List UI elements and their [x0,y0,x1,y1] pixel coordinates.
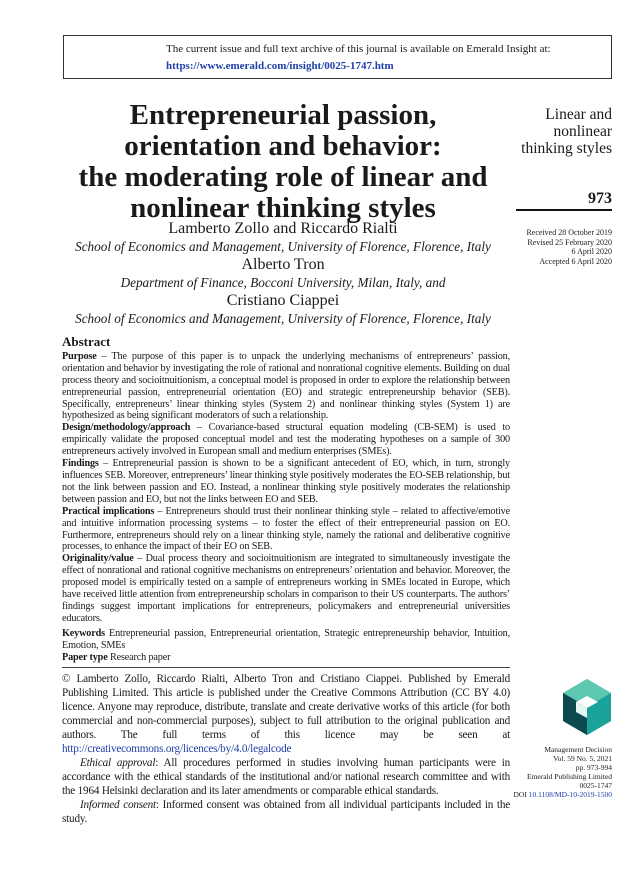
date-line: 6 April 2020 [571,247,612,257]
doi-line [508,790,612,799]
abstract-heading: Abstract [62,334,111,349]
date-line: Accepted 6 April 2020 [539,256,612,266]
section-divider [62,667,510,668]
journal-info-line: Vol. 59 No. 5, 2021 [553,754,612,763]
ethical-approval [62,756,510,798]
consent-label: Informed consent [80,799,156,811]
journal-info-line: pp. 973-994 [575,763,612,772]
ethical-label: Ethical approval [80,757,156,769]
license-text: © Lamberto Zollo, Riccardo Rialti, Alberto Tron and Cristiano Ciappei. Published by Emerald Publishing Limited. This article is published under the Creative Commons Attribution (CC BY 4.0) licence. Anyone may reproduce, distribute, translate and create derivative works of this article (for both commercial and non-commercial purposes), subject to full attribution to the original publication and authors. The full terms of this licence may be seen at [62,673,510,741]
running-title-line: nonlinear [553,123,612,140]
journal-info-line: Management Decision [544,745,612,754]
keywords-text: Entrepreneurial passion, Entrepreneurial orientation, Strategic entrepreneurship behavior, Intuition, Emotion, SMEs [62,627,510,651]
section-label: Purpose [62,350,97,362]
section-label: Originality/value [62,553,134,565]
abstract-purpose [62,351,510,422]
title-line: orientation and behavior: [124,130,442,162]
section-label: Practical implications [62,505,155,517]
section-text: – Covariance-based structural equation modeling (CB-SEM) is used to empirically validate the proposed conceptual model and test the moderating hypotheses on a sample of 300 entrepreneurs actively involved in European small and medium enterprises (SMEs). [62,422,510,458]
author-affiliation: Department of Finance, Bocconi University, Milan, Italy, and [120,275,446,290]
keywords [62,628,510,652]
article-title [62,100,504,224]
journal-info [508,745,612,799]
author-affiliation: School of Economics and Management, University of Florence, Florence, Italy [75,239,491,254]
running-title [508,106,612,157]
section-text: – The purpose of this paper is to unpack the underlying mechanisms of entrepreneurs’ passion, orientation and behavior by investigating the role of rational and nonrational cognitive elements. Building on dual process theory and socioitnuitionism, a conceptual model is proposed in order to explore the relationship between entrepreneurial passion, entrepreneurial orientation (EO) and strategic entrepreneurship behavior (SEB). Specifically, entrepreneurs’ linear thinking styles (System 2) and nonlinear thinking styles (System 1) are hypothesized as being significant moderators of such a relationship. [62,350,510,422]
abstract-originality [62,553,510,624]
emerald-hexagon-icon [561,678,613,736]
informed-consent [62,798,510,826]
section-label: Findings [62,458,99,470]
title-line: the moderating role of linear and [78,161,488,193]
article-dates [508,228,612,266]
emerald-logo [561,678,613,736]
consent-text: : Informed consent was obtained from all individual participants included in the study. [62,799,510,825]
license-link[interactable]: http://creativecommons.org/licences/by/4.0/legalcode [62,743,292,755]
paper-type-label: Paper type [62,651,108,663]
abstract-design [62,422,510,458]
section-text: – Entrepreneurial passion is shown to be a significant antecedent of EO, which, in turn, strongly influences SEB. Moreover, entrepreneurs’ linear thinking style positively moderates the EO-SEB relationship, but not the link between passion and EO. Instead, a nonlinear thinking style positively moderates the relationship between passion and EO, but not the links between EO and SEB. [62,458,510,505]
abstract-implications [62,506,510,554]
margin-rule [516,209,612,211]
running-title-line: thinking styles [521,140,612,157]
paper-type-text: Research paper [107,651,171,663]
journal-info-line: 0025-1747 [579,781,612,790]
author-affiliation: School of Economics and Management, University of Florence, Florence, Italy [75,311,491,326]
author-name: Lamberto Zollo and Riccardo Rialti [168,220,398,237]
running-title-line: Linear and [545,106,612,123]
journal-banner [63,35,612,79]
banner-text: The current issue and full text archive of this journal is available on Emerald Insight at: [166,43,551,55]
keywords-label: Keywords [62,627,105,639]
license-notes [62,672,510,826]
date-line: Revised 25 February 2020 [527,237,612,247]
doi-link[interactable]: 10.1108/MD-10-2019-1500 [528,790,612,799]
page-number: 973 [588,190,612,207]
journal-url-link[interactable]: https://www.emerald.com/insight/0025-1747.htm [166,60,394,72]
author-name: Cristiano Ciappei [226,292,340,309]
paper-type [62,652,510,664]
author-name: Alberto Tron [241,256,325,273]
journal-info-line: Emerald Publishing Limited [527,772,612,781]
section-text: – Entrepreneurs should trust their nonlinear thinking style – related to affective/emotive and intuitive information processing systems – to foster the effect of their entrepreneurial passion on EO. Furthermore, entrepreneurs should rely on a linear thinking style, namely the rational and deliberative cognitive processes, to enhance the impact of their EO on SEB. [62,505,510,553]
section-text: – Dual process theory and socioitnuitionism are integrated to simultaneously investigate the effect of nonrational and rational cognitive mechanisms on entrepreneurs’ orientation and behavior. Moreover, the proposed model is empirically tested on a sample of entrepreneurs working in SMEs located in Europe, which have received little attention from entrepreneurship scholars in comparison to their US counterparts. The authors’ findings suggest important implications for entrepreneurs, policymakers and entrepreneurial universities educators. [62,553,510,624]
abstract [62,336,510,663]
author-block [62,220,504,328]
abstract-findings [62,458,510,506]
title-line: Entrepreneurial passion, [129,99,437,131]
ethical-text: : All procedures performed in studies involving human participants were in accordance with the ethical standards of the institutional and/or national research committee and with the 1964 Helsinki declaration and its later amendments or comparable ethical standards. [62,757,510,797]
doi-label: DOI [513,790,529,799]
title-line: nonlinear thinking styles [130,192,436,224]
section-label: Design/methodology/approach [62,422,191,434]
date-line: Received 28 October 2019 [526,228,612,237]
license-paragraph [62,672,510,756]
